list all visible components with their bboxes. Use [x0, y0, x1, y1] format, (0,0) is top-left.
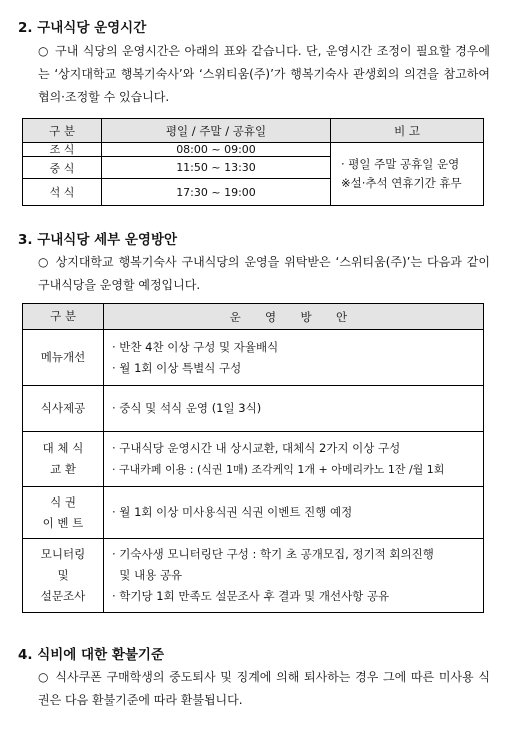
section-3-text: 상지대학교 행복기숙사 구내식당의 운영을 위탁받은 ‘스위티움(주)’는 다음과 같이 구내식당을 운영할 예정입니다.	[38, 255, 490, 292]
section-3-title: 3. 구내식당 세부 운영방안	[18, 232, 178, 248]
circle-bullet-icon: ○	[38, 255, 50, 269]
list-item: · 구내식당 운영시간 내 상시교환, 대체식 2가지 이상 구성	[112, 441, 401, 455]
circle-bullet-icon: ○	[38, 44, 50, 58]
header-hours: 평일 / 주말 / 공휴일	[102, 119, 331, 143]
header-plan: 운 영 방 안	[104, 304, 484, 330]
row-content-monitoring	[104, 539, 484, 613]
dinner-time: 17:30 ~ 19:00	[102, 179, 331, 206]
lunch-label: 중 식	[23, 157, 102, 179]
operating-hours-table	[22, 118, 484, 206]
row-label-ticket-event: 식 권 이 벤 트	[23, 487, 104, 539]
operation-plan-table	[22, 303, 484, 613]
row-label-menu: 메뉴개선	[23, 330, 104, 386]
row-content-ticket-event	[104, 487, 484, 539]
circle-bullet-icon: ○	[38, 670, 50, 684]
header-notes: 비 고	[331, 119, 484, 143]
row-label-substitute: 대 체 식 교 환	[23, 432, 104, 487]
lunch-time: 11:50 ~ 13:30	[102, 157, 331, 179]
section-2-paragraph	[38, 40, 490, 109]
list-item: 및 내용 공유	[112, 568, 183, 582]
schedule-note	[331, 143, 484, 206]
row-content-menu	[104, 330, 484, 386]
note-line-1: · 평일 주말 공휴일 운영	[341, 157, 460, 171]
dinner-label: 석 식	[23, 179, 102, 206]
row-content-meal	[104, 386, 484, 432]
list-item: · 중식 및 석식 운영 (1일 3식)	[112, 401, 262, 415]
row-label-meal: 식사제공	[23, 386, 104, 432]
list-item: · 구내카페 이용 : (식권 1매) 조각케익 1개 + 아메리카노 1잔 /월 1회	[112, 463, 445, 476]
header-category: 구 분	[23, 119, 102, 143]
list-item: · 월 1회 이상 미사용식권 식권 이벤트 진행 예정	[112, 505, 353, 519]
section-3-paragraph	[38, 251, 490, 297]
section-4-title: 4. 식비에 대한 환불기준	[18, 647, 164, 663]
breakfast-label: 조 식	[23, 143, 102, 157]
list-item: · 월 1회 이상 특별식 구성	[112, 360, 242, 375]
section-2-title: 2. 구내식당 운영시간	[18, 20, 147, 36]
header-category: 구 분	[23, 304, 104, 330]
section-4-paragraph	[38, 666, 490, 712]
row-label-monitoring: 모니터링 및 설문조사	[23, 539, 104, 613]
note-line-2: ※설·추석 연휴기간 휴무	[341, 176, 462, 190]
row-content-substitute	[104, 432, 484, 487]
breakfast-time: 08:00 ~ 09:00	[102, 143, 331, 157]
list-item: · 반찬 4찬 이상 구성 및 자율배식	[112, 339, 279, 354]
section-4-text: 식사쿠폰 구매학생의 중도퇴사 및 징계에 의해 퇴사하는 경우 그에 따른 미사용 식권은 다음 환불기준에 따라 환불됩니다.	[38, 670, 490, 707]
list-item: · 기숙사생 모니터링단 구성 : 학기 초 공개모집, 정기적 회의진행	[112, 547, 434, 561]
list-item: · 학기당 1회 만족도 설문조사 후 결과 및 개선사항 공유	[112, 589, 390, 603]
section-2-text: 구내 식당의 운영시간은 아래의 표와 같습니다. 단, 운영시간 조정이 필요할 경우에는 ‘상지대학교 행복기숙사’와 ‘스위티움(주)’가 행복기숙사 관생회의 의견을 참고하여 협의·조정할 수 있습니다.	[38, 44, 491, 104]
